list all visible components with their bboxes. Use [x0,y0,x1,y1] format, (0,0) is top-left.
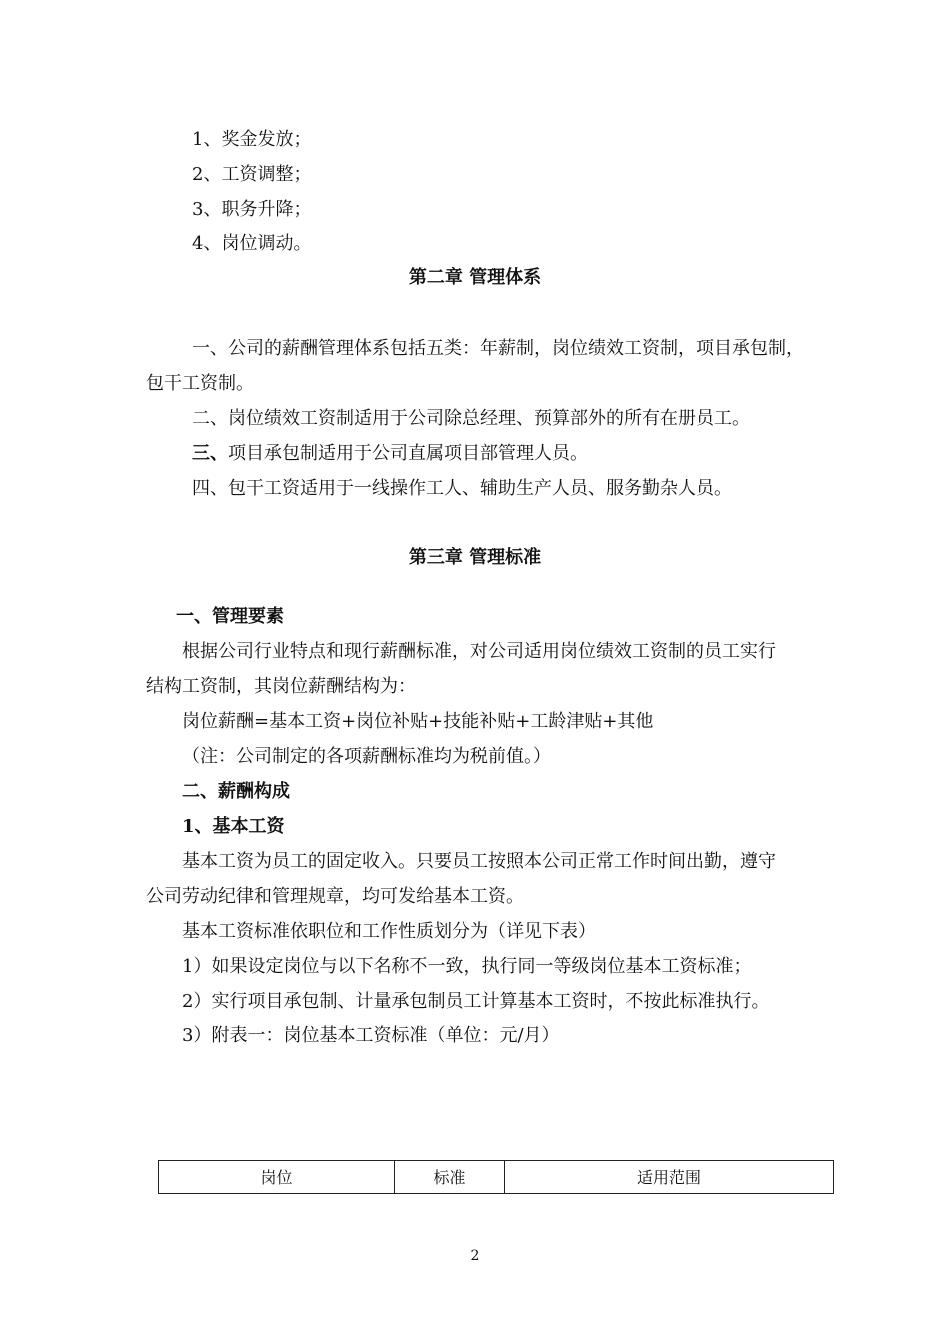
list-item: 1、奖金发放； [192,129,312,150]
paragraph: 结构工资制，其岗位薪酬结构为： [146,676,416,697]
table-header-row [159,1161,834,1194]
section-heading: 二、薪酬构成 [182,781,290,802]
subsection-heading: 1、基本工资 [182,816,285,837]
chapter-2-title: 第二章 管理体系 [408,267,542,288]
paragraph: 一、公司的薪酬管理体系包括五类：年薪制，岗位绩效工资制，项目承包制， [192,338,804,359]
paragraph-text: 项目承包制适用于公司直属项目部管理人员。 [228,443,588,464]
paragraph: 公司劳动纪律和管理规章，均可发给基本工资。 [146,886,524,907]
paragraph-number: 三、 [192,443,228,464]
list-item: 2、工资调整； [192,164,312,185]
table-header-cell: 适用范围 [505,1161,834,1194]
paragraph [192,442,588,466]
paragraph: 二、岗位绩效工资制适用于公司除总经理、预算部外的所有在册员工。 [192,408,750,429]
table-header-cell: 岗位 [159,1161,395,1194]
paragraph: 根据公司行业特点和现行薪酬标准，对公司适用岗位绩效工资制的员工实行 [182,641,776,662]
formula-text: 岗位薪酬=基本工资+岗位补贴+技能补贴+工龄津贴+其他 [182,711,654,732]
note-text: （注：公司制定的各项薪酬标准均为税前值。） [182,746,551,767]
list-item: 1）如果设定岗位与以下名称不一致，执行同一等级岗位基本工资标准； [182,956,752,977]
list-item: 2）实行项目承包制、计量承包制员工计算基本工资时，不按此标准执行。 [182,991,770,1012]
list-item: 3）附表一：岗位基本工资标准（单位：元/月） [182,1025,560,1046]
list-item: 4、岗位调动。 [192,233,312,254]
paragraph: 基本工资为员工的固定收入。只要员工按照本公司正常工作时间出勤，遵守 [182,851,776,872]
table-header-cell: 标准 [395,1161,505,1194]
chapter-3-title: 第三章 管理标准 [408,547,542,568]
paragraph: 基本工资标准依职位和工作性质划分为（详见下表） [182,921,596,942]
wage-table [158,1160,834,1194]
paragraph: 四、包干工资适用于一线操作工人、辅助生产人员、服务勤杂人员。 [192,478,732,499]
page-number: 2 [470,1248,480,1264]
paragraph: 包干工资制。 [146,373,254,394]
list-item: 3、职务升降； [192,199,312,220]
section-heading: 一、管理要素 [176,606,284,627]
